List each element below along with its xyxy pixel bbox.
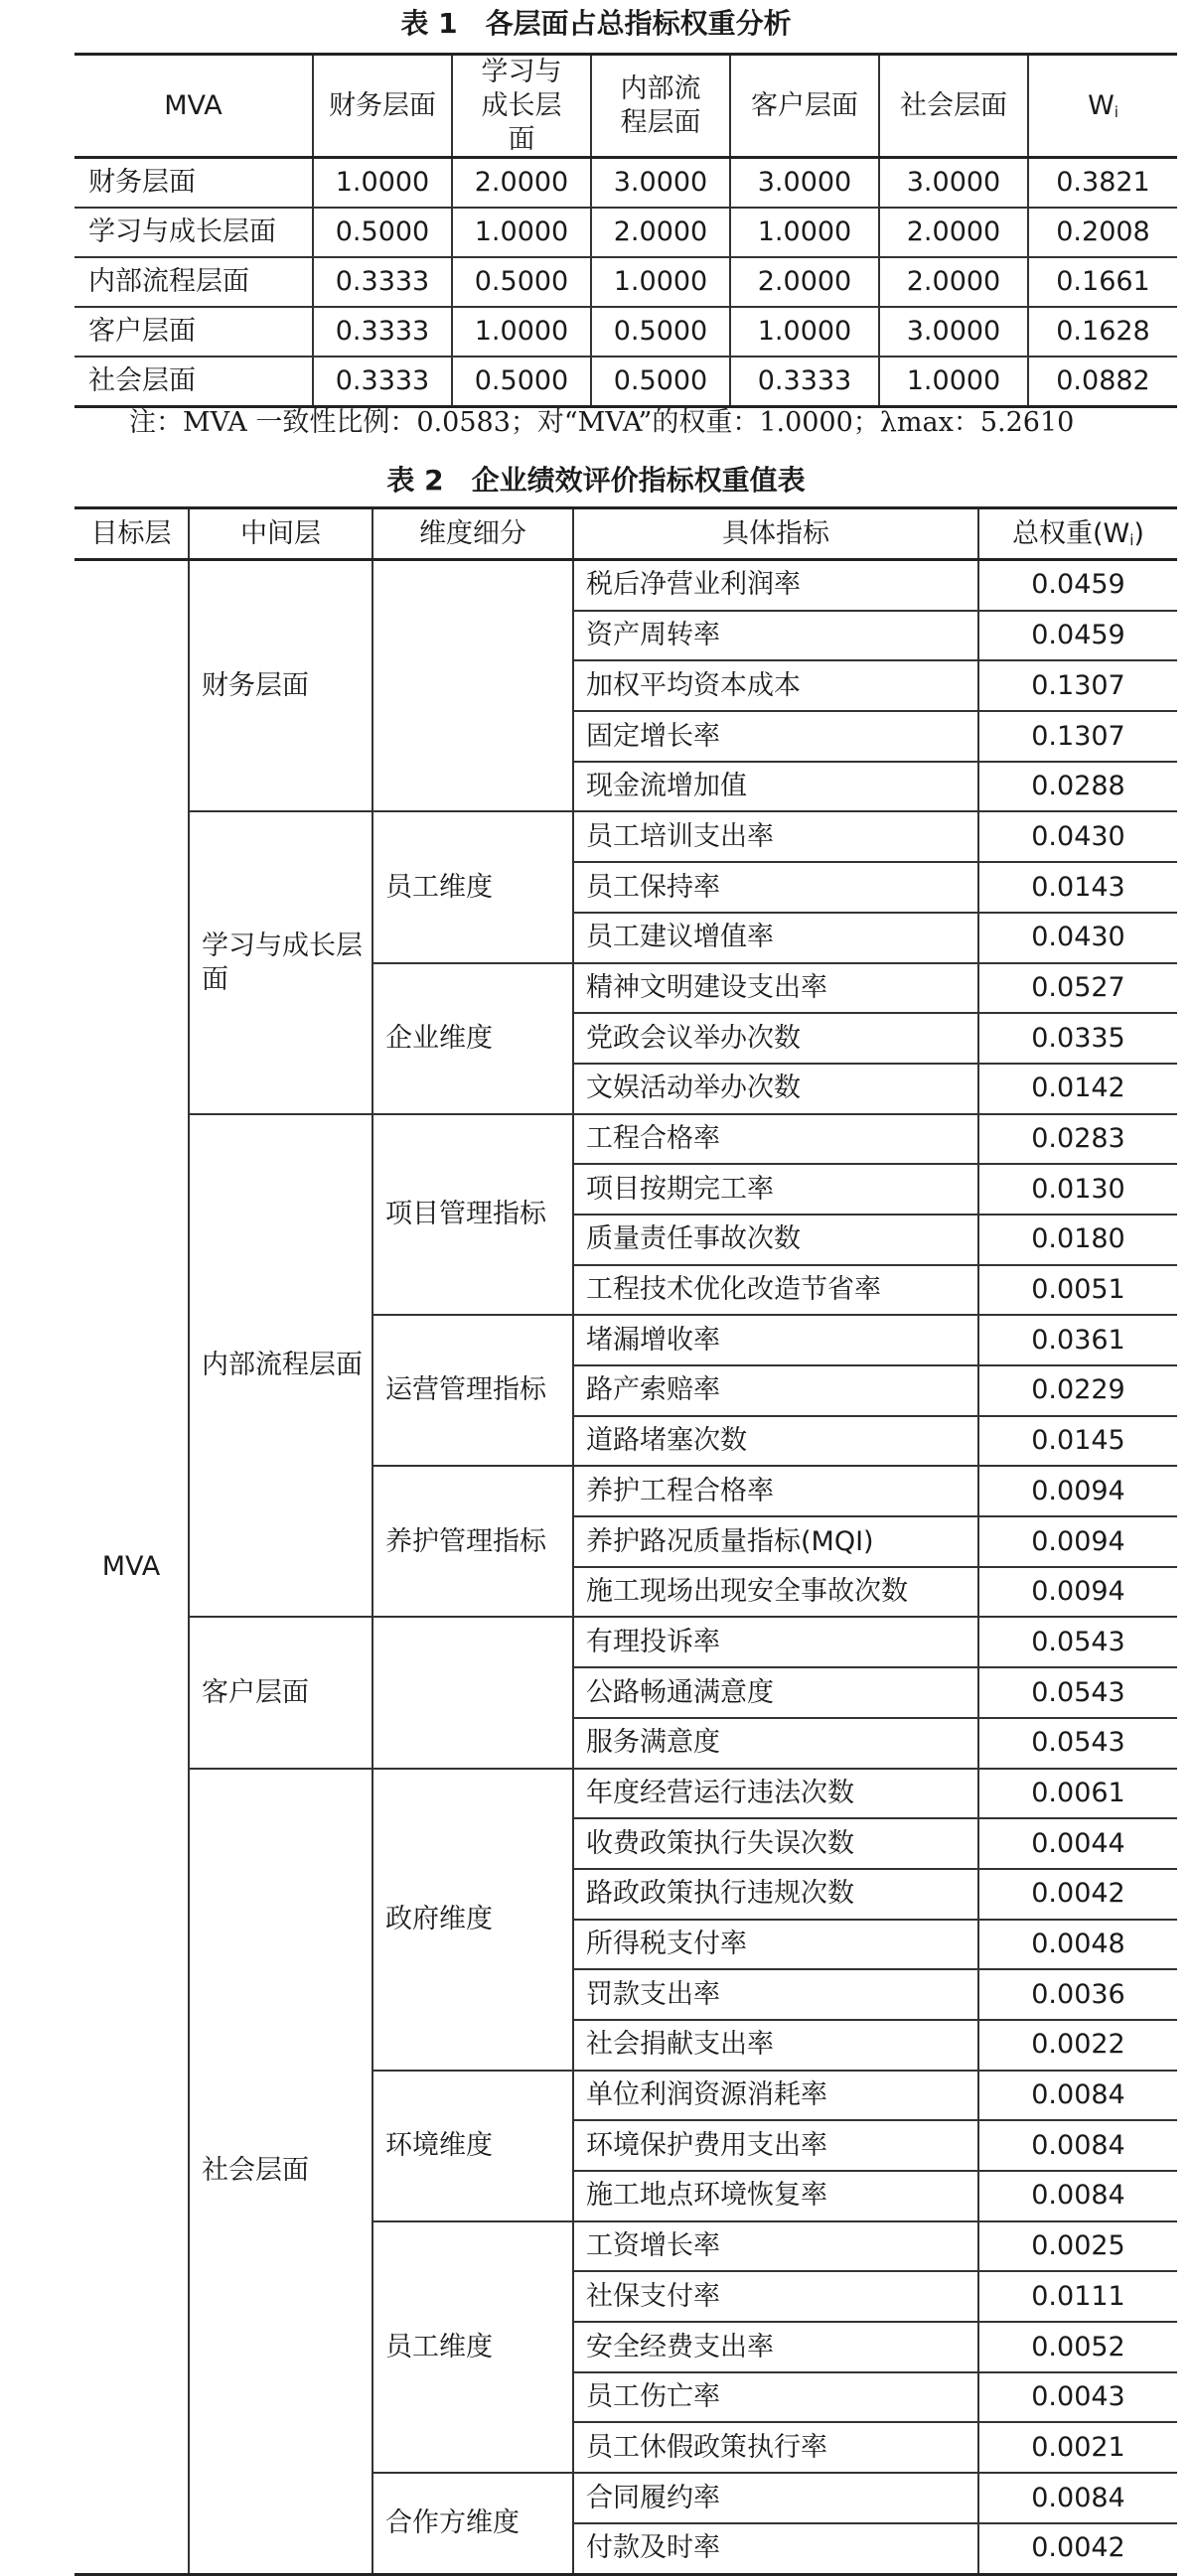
table1-title: 表 1 各层面占总指标权重分析 [400,7,792,40]
indicator-cell: 年度经营运行违法次数 [573,1769,978,1819]
weight-cell: 0.0043 [978,2372,1177,2423]
header-cell: 财务层面 [313,55,452,158]
weight-cell: 0.0094 [978,1466,1177,1516]
indicator-cell: 施工现场出现安全事故次数 [573,1567,978,1618]
middle-layer-cell: 学习与成长层面 [189,811,372,1113]
indicator-cell: 有理投诉率 [573,1617,978,1667]
weight-cell: 0.0084 [978,2171,1177,2221]
row-label: 社会层面 [74,357,313,407]
table2-title: 表 2 企业绩效评价指标权重值表 [386,464,806,497]
indicator-cell: 安全经费支出率 [573,2322,978,2372]
table2-row [74,560,1177,611]
indicator-cell: 工资增长率 [573,2221,978,2272]
value-cell: 0.0882 [1028,357,1177,407]
value-cell: 3.0000 [730,158,879,209]
value-cell: 0.3821 [1028,158,1177,209]
indicator-cell: 付款及时率 [573,2523,978,2574]
indicator-cell: 罚款支出率 [573,1969,978,2020]
row-label: 学习与成长层面 [74,208,313,257]
indicator-cell: 现金流增加值 [573,762,978,812]
table1-row [74,257,1177,307]
value-cell: 2.0000 [591,208,730,257]
weight-cell: 0.0021 [978,2422,1177,2473]
weight-cell: 0.0022 [978,2020,1177,2071]
weight-cell: 0.0084 [978,2473,1177,2523]
weight-cell: 0.0130 [978,1164,1177,1215]
header-cell: MVA [74,55,313,158]
value-cell: 0.2008 [1028,208,1177,257]
weight-cell: 0.0459 [978,560,1177,611]
value-cell: 0.5000 [313,208,452,257]
value-cell: 0.5000 [452,257,591,307]
value-cell: 3.0000 [591,158,730,209]
row-label: 内部流程层面 [74,257,313,307]
indicator-cell: 单位利润资源消耗率 [573,2071,978,2121]
value-cell: 2.0000 [879,208,1028,257]
value-cell: 0.5000 [591,357,730,407]
middle-layer-cell: 财务层面 [189,560,372,812]
indicator-cell: 合同履约率 [573,2473,978,2523]
dimension-cell: 政府维度 [372,1769,573,2071]
indicator-cell: 党政会议举办次数 [573,1013,978,1064]
row-label: 客户层面 [74,307,313,357]
indicator-cell: 养护路况质量指标(MQI) [573,1516,978,1567]
header-cell-weight [978,508,1177,560]
indicator-cell: 文娱活动举办次数 [573,1064,978,1114]
weight-symbol: W [1088,89,1115,121]
indicator-cell: 养护工程合格率 [573,1466,978,1516]
weight-cell: 0.1307 [978,660,1177,711]
indicator-cell: 公路畅通满意度 [573,1667,978,1718]
weight-cell: 0.0459 [978,611,1177,661]
indicator-cell: 员工培训支出率 [573,811,978,862]
header-text: 内部流程层面 [620,72,701,138]
indicator-cell: 员工休假政策执行率 [573,2422,978,2473]
weight-cell: 0.0430 [978,811,1177,862]
dimension-cell [372,560,573,812]
indicator-cell: 员工伤亡率 [573,2372,978,2423]
value-cell: 1.0000 [452,307,591,357]
dimension-cell: 环境维度 [372,2071,573,2221]
weight-cell: 0.0527 [978,963,1177,1014]
table1-row [74,307,1177,357]
table2-row [74,1114,1177,1165]
weight-cell: 0.0283 [978,1114,1177,1165]
indicator-cell: 税后净营业利润率 [573,560,978,611]
indicator-cell: 路政政策执行违规次数 [573,1869,978,1920]
table1 [74,53,1177,408]
value-cell: 0.3333 [313,257,452,307]
weight-cell: 0.0042 [978,1869,1177,1920]
weight-cell: 0.0111 [978,2271,1177,2322]
dimension-cell: 员工维度 [372,811,573,962]
value-cell: 2.0000 [730,257,879,307]
weight-label: 总权重(W [1012,517,1130,549]
indicator-cell: 服务满意度 [573,1718,978,1769]
dimension-cell [372,1617,573,1768]
indicator-cell: 收费政策执行失误次数 [573,1818,978,1869]
value-cell: 1.0000 [452,208,591,257]
indicator-cell: 路产索赔率 [573,1365,978,1416]
table2 [74,506,1177,2576]
dimension-cell: 运营管理指标 [372,1315,573,1466]
value-cell: 0.5000 [452,357,591,407]
indicator-cell: 社保支付率 [573,2271,978,2322]
indicator-cell: 施工地点环境恢复率 [573,2171,978,2221]
weight-cell: 0.0025 [978,2221,1177,2272]
value-cell: 0.1628 [1028,307,1177,357]
middle-layer-cell: 社会层面 [189,1769,372,2575]
indicator-cell: 项目按期完工率 [573,1164,978,1215]
header-cell: 客户层面 [730,55,879,158]
table2-header-row [74,508,1177,560]
indicator-cell: 堵漏增收率 [573,1315,978,1365]
table2-row [74,811,1177,862]
weight-cell: 0.0084 [978,2071,1177,2121]
weight-cell: 0.0145 [978,1416,1177,1467]
indicator-cell: 环境保护费用支出率 [573,2120,978,2171]
header-cell: 中间层 [189,508,372,560]
table1-row [74,158,1177,209]
header-cell: 目标层 [74,508,189,560]
indicator-cell: 资产周转率 [573,611,978,661]
weight-cell: 0.0288 [978,762,1177,812]
weight-cell: 0.0044 [978,1818,1177,1869]
table2-row [74,1769,1177,1819]
table1-header-row [74,55,1177,158]
weight-cell: 0.0361 [978,1315,1177,1365]
dimension-cell: 员工维度 [372,2221,573,2473]
value-cell: 0.5000 [591,307,730,357]
value-cell: 1.0000 [591,257,730,307]
weight-cell: 0.0094 [978,1516,1177,1567]
indicator-cell: 固定增长率 [573,711,978,762]
dimension-cell: 企业维度 [372,963,573,1114]
indicator-cell: 所得税支付率 [573,1920,978,1970]
indicator-cell: 员工建议增值率 [573,913,978,963]
header-cell: 社会层面 [879,55,1028,158]
value-cell: 1.0000 [313,158,452,209]
weight-cell: 0.0430 [978,913,1177,963]
weight-cell: 0.0335 [978,1013,1177,1064]
value-cell: 0.3333 [313,357,452,407]
weight-cell: 0.0143 [978,862,1177,913]
value-cell: 3.0000 [879,158,1028,209]
table1-note: 注：MVA 一致性比例：0.0583；对“MVA”的权重：1.0000；λmax：5.2610 [129,407,1075,438]
weight-cell: 0.0543 [978,1667,1177,1718]
header-cell [591,55,730,158]
row-label: 财务层面 [74,158,313,209]
weight-cell: 0.0543 [978,1718,1177,1769]
table1-row [74,208,1177,257]
value-cell: 0.1661 [1028,257,1177,307]
header-cell: 具体指标 [573,508,978,560]
value-cell: 2.0000 [452,158,591,209]
weight-cell: 0.0042 [978,2523,1177,2574]
weight-cell: 0.0543 [978,1617,1177,1667]
header-text: 学习与成长层面 [481,57,562,155]
indicator-cell: 质量责任事故次数 [573,1215,978,1265]
value-cell: 1.0000 [730,307,879,357]
value-cell: 2.0000 [879,257,1028,307]
weight-cell: 0.0094 [978,1567,1177,1618]
middle-layer-cell: 客户层面 [189,1617,372,1768]
indicator-cell: 社会捐献支出率 [573,2020,978,2071]
weight-cell: 0.1307 [978,711,1177,762]
weight-cell: 0.0084 [978,2120,1177,2171]
target-layer-cell: MVA [74,560,189,2575]
value-cell: 1.0000 [879,357,1028,407]
weight-cell: 0.0052 [978,2322,1177,2372]
weight-cell: 0.0036 [978,1969,1177,2020]
weight-subscript: i [1114,102,1118,121]
value-cell: 1.0000 [730,208,879,257]
weight-cell: 0.0061 [978,1769,1177,1819]
dimension-cell: 合作方维度 [372,2473,573,2574]
weight-subscript: i [1129,530,1134,549]
value-cell: 3.0000 [879,307,1028,357]
weight-paren: ) [1133,517,1144,549]
header-cell: 维度细分 [372,508,573,560]
dimension-cell: 养护管理指标 [372,1466,573,1617]
header-cell-weight [1028,55,1177,158]
middle-layer-cell: 内部流程层面 [189,1114,372,1618]
indicator-cell: 员工保持率 [573,862,978,913]
value-cell: 0.3333 [730,357,879,407]
header-cell [452,55,591,158]
dimension-cell: 项目管理指标 [372,1114,573,1316]
value-cell: 0.3333 [313,307,452,357]
indicator-cell: 精神文明建设支出率 [573,963,978,1014]
weight-cell: 0.0229 [978,1365,1177,1416]
weight-cell: 0.0180 [978,1215,1177,1265]
indicator-cell: 加权平均资本成本 [573,660,978,711]
indicator-cell: 工程合格率 [573,1114,978,1165]
weight-cell: 0.0142 [978,1064,1177,1114]
indicator-cell: 道路堵塞次数 [573,1416,978,1467]
table2-row [74,1617,1177,1667]
weight-cell: 0.0051 [978,1265,1177,1316]
indicator-cell: 工程技术优化改造节省率 [573,1265,978,1316]
weight-cell: 0.0048 [978,1920,1177,1970]
